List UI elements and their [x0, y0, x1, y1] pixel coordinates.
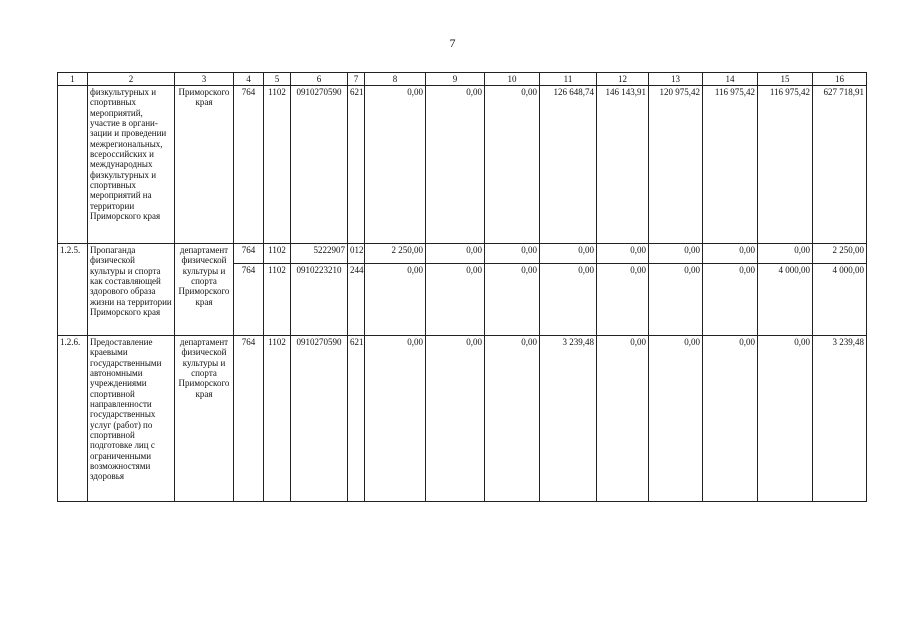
cell-rzpr: 1102 [264, 86, 291, 244]
cell-value: 2 250,00 [365, 244, 426, 264]
cell-rzpr: 1102 [264, 264, 291, 336]
cell-value: 0,00 [758, 336, 813, 502]
cell-value: 116 975,42 [703, 86, 758, 244]
budget-table [57, 72, 867, 502]
cell-rzpr: 1102 [264, 336, 291, 502]
cell-value: 0,00 [485, 86, 540, 244]
cell-value: 0,00 [485, 336, 540, 502]
cell-value: 627 718,91 [813, 86, 867, 244]
table-row [58, 244, 867, 264]
cell-vr: 012 [348, 244, 365, 264]
header-cell: 16 [813, 73, 867, 86]
cell-csr: 5222907 [291, 244, 348, 264]
header-cell: 5 [264, 73, 291, 86]
cell-grbs: 764 [234, 336, 264, 502]
cell-rzpr: 1102 [264, 244, 291, 264]
cell-value: 0,00 [597, 336, 649, 502]
cell-vr: 621 [348, 86, 365, 244]
cell-value: 0,00 [426, 264, 485, 336]
cell-value: 0,00 [703, 336, 758, 502]
cell-value: 126 648,74 [540, 86, 597, 244]
table-row [58, 336, 867, 502]
cell-value: 0,00 [426, 244, 485, 264]
cell-value: 0,00 [703, 244, 758, 264]
cell-value: 2 250,00 [813, 244, 867, 264]
page-number: 7 [449, 36, 456, 50]
cell-value: 0,00 [758, 244, 813, 264]
cell-name: Пропаганда физической культуры и спорта как составляющей здорового образа жизни на территории Приморского края [88, 244, 175, 336]
header-cell: 13 [649, 73, 703, 86]
cell-value: 4 000,00 [758, 264, 813, 336]
cell-csr: 0910270590 [291, 86, 348, 244]
header-cell: 10 [485, 73, 540, 86]
cell-executor: департамент физической культуры и спорта Приморского края [175, 244, 234, 336]
cell-executor: департамент физической культуры и спорта Приморского края [175, 336, 234, 502]
cell-value: 0,00 [597, 264, 649, 336]
header-row [58, 73, 867, 86]
cell-value: 146 143,91 [597, 86, 649, 244]
header-cell: 14 [703, 73, 758, 86]
header-cell: 3 [175, 73, 234, 86]
cell-value: 0,00 [365, 264, 426, 336]
header-cell: 6 [291, 73, 348, 86]
cell-grbs: 764 [234, 86, 264, 244]
cell-vr: 621 [348, 336, 365, 502]
cell-value: 0,00 [649, 264, 703, 336]
cell-value: 0,00 [540, 244, 597, 264]
cell-value: 4 000,00 [813, 264, 867, 336]
cell-value: 0,00 [703, 264, 758, 336]
header-cell: 4 [234, 73, 264, 86]
cell-value: 0,00 [485, 244, 540, 264]
cell-value: 0,00 [426, 86, 485, 244]
header-cell: 7 [348, 73, 365, 86]
cell-value: 0,00 [540, 264, 597, 336]
cell-grbs: 764 [234, 244, 264, 264]
cell-value: 120 975,42 [649, 86, 703, 244]
cell-value: 0,00 [597, 244, 649, 264]
header-cell: 1 [58, 73, 88, 86]
cell-name: Предоставление краевыми государственными автономными учреждениями спортивной направленности государственных услуг (работ) по спортивной подготовке лиц с ограниченными возможностями здоровья [88, 336, 175, 502]
cell-executor: Приморского края [175, 86, 234, 244]
cell-num: 1.2.6. [58, 336, 88, 502]
table-row [58, 86, 867, 244]
cell-value: 0,00 [426, 336, 485, 502]
header-cell: 8 [365, 73, 426, 86]
cell-csr: 0910223210 [291, 264, 348, 336]
cell-value: 0,00 [365, 86, 426, 244]
header-cell: 2 [88, 73, 175, 86]
header-cell: 12 [597, 73, 649, 86]
cell-value: 3 239,48 [813, 336, 867, 502]
cell-csr: 0910270590 [291, 336, 348, 502]
header-cell: 11 [540, 73, 597, 86]
cell-vr: 244 [348, 264, 365, 336]
cell-value: 116 975,42 [758, 86, 813, 244]
cell-num [58, 86, 88, 244]
cell-grbs: 764 [234, 264, 264, 336]
header-cell: 15 [758, 73, 813, 86]
cell-value: 0,00 [485, 264, 540, 336]
header-cell: 9 [426, 73, 485, 86]
cell-num: 1.2.5. [58, 244, 88, 336]
cell-name: физкультурных и спортивных мероприятий, участие в органи-зации и проведении межрегиональных, всероссийских и международных физкультурных и спортивных мероприятий на территории Приморского края [88, 86, 175, 244]
cell-value: 0,00 [365, 336, 426, 502]
cell-value: 0,00 [649, 336, 703, 502]
cell-value: 3 239,48 [540, 336, 597, 502]
cell-value: 0,00 [649, 244, 703, 264]
